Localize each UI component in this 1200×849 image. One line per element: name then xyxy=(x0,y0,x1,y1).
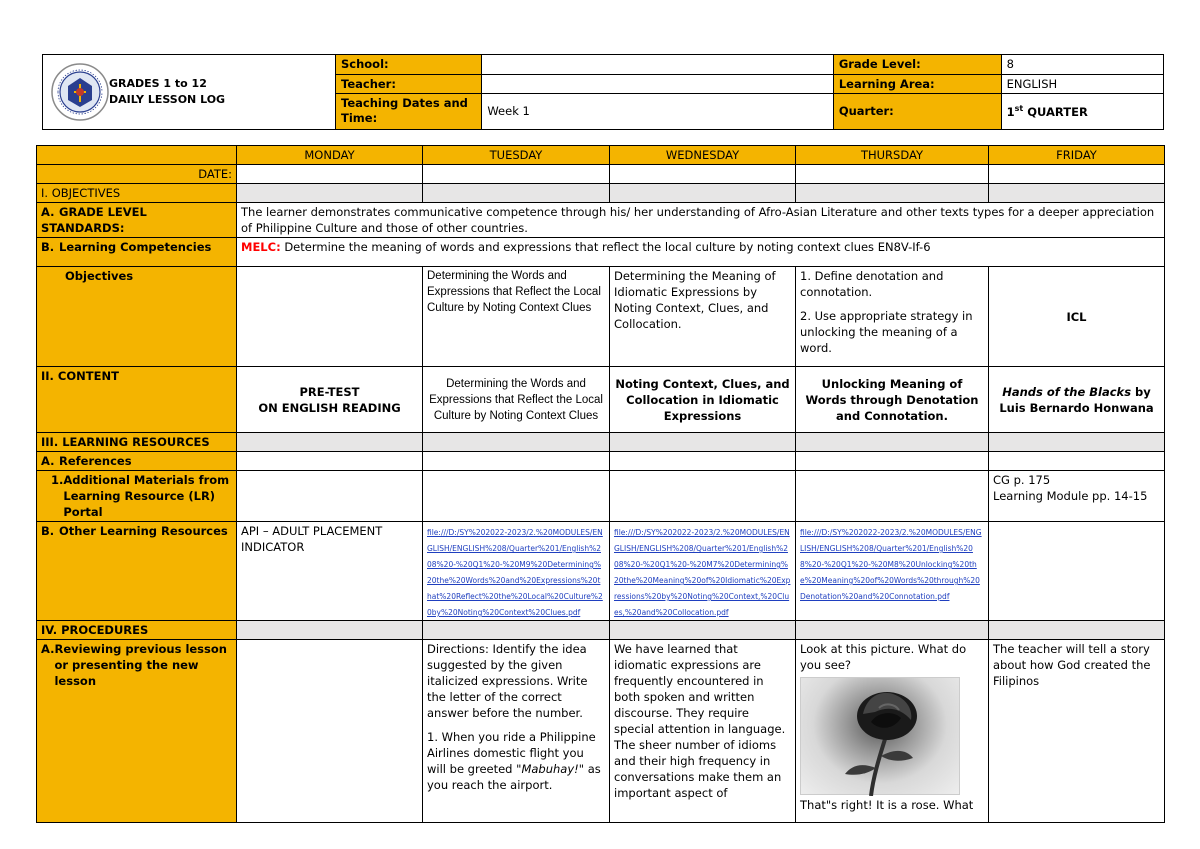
content-heading: II. CONTENT xyxy=(37,367,237,433)
gray-cell xyxy=(610,621,796,640)
reviewing-text: Reviewing previous lesson or presenting the new lesson xyxy=(54,642,227,688)
gray-cell xyxy=(237,184,423,203)
additional-materials-row xyxy=(37,471,1165,522)
school-info-table xyxy=(336,55,1163,129)
other-resources-row xyxy=(37,522,1165,621)
additional-materials-thursday xyxy=(796,471,989,522)
additional-materials-number: 1. xyxy=(51,473,64,487)
learning-area-label: Learning Area: xyxy=(833,74,1001,93)
quarter-value xyxy=(1001,93,1163,129)
school-label: School: xyxy=(336,55,482,74)
gray-cell xyxy=(796,621,989,640)
reviewing-tuesday-item-1 xyxy=(427,729,605,793)
gray-cell xyxy=(989,184,1165,203)
learning-area-value: ENGLISH xyxy=(1001,74,1163,93)
other-resources-label xyxy=(37,522,237,621)
procedures-heading-row xyxy=(37,621,1165,640)
reviewing-label xyxy=(37,640,237,823)
grade-standards-text: GRADE LEVEL STANDARDS: xyxy=(41,205,147,235)
objectives-label: Objectives xyxy=(37,267,237,367)
log-title-grades: GRADES 1 to 12 xyxy=(109,77,207,90)
log-title-dll: DAILY LESSON LOG xyxy=(109,93,226,106)
other-resources-number: B. xyxy=(41,524,55,538)
grade-standards-value: The learner demonstrates communicative competence through his/ her understanding of Afro-Asian Literature and other texts types for a deeper appreciation of Philippine Culture and those of other countries. xyxy=(237,203,1165,238)
blank-header xyxy=(37,146,237,165)
date-friday xyxy=(989,165,1165,184)
other-resources-monday: API – ADULT PLACEMENT INDICATOR xyxy=(237,522,423,621)
learning-competencies-text: Learning Competencies xyxy=(59,240,212,254)
objectives-thursday-1: 1. Define denotation and connotation. xyxy=(800,269,944,299)
day-friday: FRIDAY xyxy=(989,146,1165,165)
teacher-value xyxy=(482,74,833,93)
references-wednesday xyxy=(610,452,796,471)
grade-standards-label xyxy=(37,203,237,238)
item-1-text: 1. When you ride a Philippine Airlines domestic flight you will be greeted xyxy=(427,730,596,776)
additional-materials-monday xyxy=(237,471,423,522)
quarter-suffix: st xyxy=(1014,103,1024,113)
item-1-italic: "Mabuhay!" xyxy=(516,762,585,776)
objectives-thursday-2: 2. Use appropriate strategy in unlocking the meaning of a word. xyxy=(800,309,973,355)
content-friday-title: Hands of the Blacks xyxy=(1002,384,1132,399)
content-friday-author: by Luis Bernardo Honwana xyxy=(999,384,1154,415)
day-wednesday: WEDNESDAY xyxy=(610,146,796,165)
learning-competencies-label xyxy=(37,238,237,267)
item-1-end: as you reach the airport. xyxy=(427,762,601,792)
melc-text: Determine the meaning of words and expressions that reflect the local culture by noting context clues EN8V-If-6 xyxy=(280,240,931,254)
additional-materials-text: Additional Materials from Learning Resource (LR) Portal xyxy=(63,473,230,519)
references-thursday xyxy=(796,452,989,471)
lesson-log-header xyxy=(42,54,1164,130)
gray-cell xyxy=(423,621,610,640)
reviewing-tuesday xyxy=(423,640,610,823)
grade-standards-number: A. xyxy=(41,205,55,219)
objectives-heading: I. OBJECTIVES xyxy=(37,184,237,203)
other-resources-tuesday xyxy=(423,522,610,621)
content-row xyxy=(37,367,1165,433)
quarter-label: Quarter: xyxy=(833,93,1001,129)
content-thursday: Unlocking Meaning of Words through Denotation and Connotation. xyxy=(796,367,989,433)
objectives-monday xyxy=(237,267,423,367)
learning-competencies-value xyxy=(237,238,1165,267)
additional-materials-friday-module: Learning Module pp. 14-15 xyxy=(993,489,1148,503)
grade-standards-row xyxy=(37,203,1165,238)
school-value xyxy=(482,55,833,74)
rose-illustration xyxy=(801,678,961,796)
additional-materials-label xyxy=(37,471,237,522)
learning-competencies-number: B. xyxy=(41,240,55,254)
day-monday: MONDAY xyxy=(237,146,423,165)
additional-materials-friday xyxy=(989,471,1165,522)
other-resources-thursday xyxy=(796,522,989,621)
date-wednesday xyxy=(610,165,796,184)
module-link-wednesday[interactable]: file:///D:/SY%202022-2023/2.%20MODULES/ENGLISH/ENGLISH%208/Quarter%201/English%208%20-%20Q1%20-%20M7%20Determining%20the%20Meaning%20of%20Idiomatic%20Expressions%20by%20Noting%20Context,%20Clues,%20and%20Collocation.pdf xyxy=(614,528,791,617)
day-thursday: THURSDAY xyxy=(796,146,989,165)
date-thursday xyxy=(796,165,989,184)
content-friday xyxy=(989,367,1165,433)
grade-level-value: 8 xyxy=(1001,55,1163,74)
additional-materials-friday-cg: CG p. 175 xyxy=(993,473,1051,487)
objectives-wednesday: Determining the Meaning of Idiomatic Expressions by Noting Context, Clues, and Collocation. xyxy=(610,267,796,367)
gray-cell xyxy=(610,184,796,203)
additional-materials-tuesday xyxy=(423,471,610,522)
content-monday xyxy=(237,367,423,433)
reviewing-wednesday: We have learned that idiomatic expressions are frequently encountered in both spoken and written discourse. They require special attention in language. The sheer number of idioms and their high frequency in conversations make them an important aspect of xyxy=(610,640,796,823)
references-text: References xyxy=(59,454,132,468)
reviewing-number: A. xyxy=(41,642,55,656)
references-tuesday xyxy=(423,452,610,471)
quarter-number: 1 xyxy=(1006,104,1015,119)
references-label xyxy=(37,452,237,471)
melc-tag: MELC: xyxy=(241,240,281,254)
gray-cell xyxy=(796,184,989,203)
references-number: A. xyxy=(41,454,55,468)
date-tuesday xyxy=(423,165,610,184)
references-friday xyxy=(989,452,1165,471)
date-label: DATE: xyxy=(37,165,237,184)
gray-cell xyxy=(423,184,610,203)
teaching-dates-value: Week 1 xyxy=(482,93,833,129)
log-title xyxy=(109,76,225,108)
module-link-thursday[interactable]: file:///D:/SY%202022-2023/2.%20MODULES/ENGLISH/ENGLISH%208/Quarter%201/English%208%20-%20Q1%20-%20M8%20Unlocking%20the%20Meaning%20of%20Words%20through%20Denotation%20and%20Connotation.pdf xyxy=(800,528,982,601)
day-header-row xyxy=(37,146,1165,165)
gray-cell xyxy=(423,433,610,452)
reviewing-monday xyxy=(237,640,423,823)
learning-competencies-row xyxy=(37,238,1165,267)
other-resources-friday xyxy=(989,522,1165,621)
rose-photo-icon xyxy=(800,677,960,795)
references-row xyxy=(37,452,1165,471)
reviewing-tuesday-directions: Directions: Identify the idea suggested by the given italicized expressions. Write the letter of the correct answer before the number. xyxy=(427,642,588,720)
gray-cell xyxy=(989,433,1165,452)
lesson-plan-table xyxy=(36,145,1165,823)
logo-cell xyxy=(43,55,336,129)
module-link-tuesday[interactable]: file:///D:/SY%202022-2023/2.%20MODULES/ENGLISH/ENGLISH%208/Quarter%201/English%208%20-%20Q1%20-%20M9%20Determining%20the%20Words%20and%20Expressions%20that%20Reflect%20the%20Local%20Culture%20by%20Noting%20Context%20Clues.pdf xyxy=(427,528,603,617)
other-resources-wednesday xyxy=(610,522,796,621)
day-tuesday: TUESDAY xyxy=(423,146,610,165)
quarter-text: QUARTER xyxy=(1023,104,1088,119)
objectives-row xyxy=(37,267,1165,367)
gray-cell xyxy=(237,621,423,640)
references-monday xyxy=(237,452,423,471)
gray-cell xyxy=(796,433,989,452)
gray-cell xyxy=(237,433,423,452)
gray-cell xyxy=(610,433,796,452)
additional-materials-wednesday xyxy=(610,471,796,522)
grade-level-label: Grade Level: xyxy=(833,55,1001,74)
gray-cell xyxy=(989,621,1165,640)
objectives-friday: ICL xyxy=(989,267,1165,367)
teaching-dates-label: Teaching Dates and Time: xyxy=(336,93,482,129)
procedures-heading: IV. PROCEDURES xyxy=(37,621,237,640)
date-row xyxy=(37,165,1165,184)
deped-seal-icon xyxy=(50,62,110,122)
teacher-label: Teacher: xyxy=(336,74,482,93)
objectives-thursday xyxy=(796,267,989,367)
other-resources-text: Other Learning Resources xyxy=(59,524,228,538)
resources-heading: III. LEARNING RESOURCES xyxy=(37,433,237,452)
content-wednesday: Noting Context, Clues, and Collocation in Idiomatic Expressions xyxy=(610,367,796,433)
content-monday-1: PRE-TEST xyxy=(299,384,360,399)
objectives-heading-row xyxy=(37,184,1165,203)
date-monday xyxy=(237,165,423,184)
reviewing-thursday-answer: That"s right! It is a rose. What xyxy=(800,798,974,812)
content-monday-2: ON ENGLISH READING xyxy=(258,400,401,415)
reviewing-thursday xyxy=(796,640,989,823)
reviewing-friday: The teacher will tell a story about how God created the Filipinos xyxy=(989,640,1165,823)
resources-heading-row xyxy=(37,433,1165,452)
reviewing-row xyxy=(37,640,1165,823)
objectives-tuesday: Determining the Words and Expressions that Reflect the Local Culture by Noting Context Clues xyxy=(423,267,610,367)
content-tuesday: Determining the Words and Expressions that Reflect the Local Culture by Noting Context Clues xyxy=(423,367,610,433)
reviewing-thursday-question: Look at this picture. What do you see? xyxy=(800,642,967,672)
